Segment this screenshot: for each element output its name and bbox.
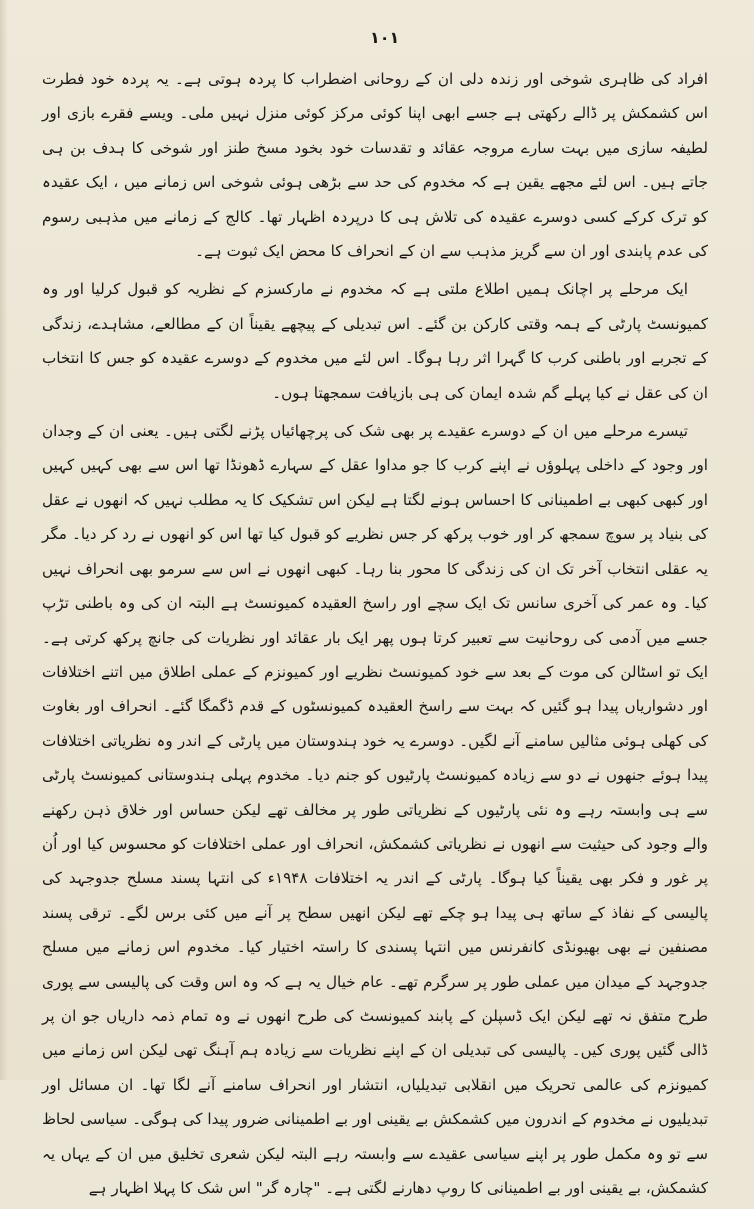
- paragraph-1: افراد کی ظاہری شوخی اور زندہ دلی ان کے روحانی اضطراب کا پردہ ہوتی ہے۔ یہ پردہ خود فطرت اس کشمکش پر ڈالے رکھتی ہے جسے ابھی اپنا کوئی مرکز کوئی منزل نہیں ملی۔ ویسے فقرے بازی اور لطیفہ سازی میں بہت سارے مروجہ عقائد و تقدسات خود بخود مسخ طنز اور شوخی کا ہدف بن ہی جاتے ہیں۔ اس لئے مجھے یقین ہے کہ مخدوم کی حد سے بڑھی ہوئی شوخی اس زمانے میں ، ایک عقیدہ کو ترک کرکے کسی دوسرے عقیدہ کی تلاش ہی کا درپردہ اظہار تھا۔ کالج کے زمانے میں مذہبی رسوم کی عدم پابندی اور ان سے گریز مذہب سے ان کے انحراف کا محض ایک ثبوت ہے۔: [42, 70, 708, 261]
- page-edge-shadow: [0, 0, 8, 1080]
- paragraph-3: تیسرے مرحلے میں ان کے دوسرے عقیدے پر بھی شک کی پرچھائیاں پڑنے لگتی ہیں۔ یعنی ان کے وجدان اور وجود کے داخلی پہلوؤں نے اپنے کرب کا جو مداوا عقل کے سہارے ڈھونڈا تھا اس سے بھی کہیں کہیں اور کبھی کبھی بے اطمینانی کا احساس ہونے لگتا ہے لیکن اس تشکیک کا یہ مطلب نہیں کہ انھوں نے عقل کی بنیاد پر سوچ سمجھ کر اور خوب پرکھ کر جس نظریے کو قبول کیا تھا اس کو انھوں نے رد کر دیا۔ مگر یہ عقلی انتخاب آخر تک ان کی زندگی کا محور بنا رہا۔ کبھی انھوں نے اس سے سرمو بھی انحراف نہیں کیا۔ وہ عمر کی آخری سانس تک ایک سچے اور راسخ العقیدہ کمیونسٹ ہے البتہ ان کی وہ باطنی تڑپ جسے میں آدمی کی روحانیت سے تعبیر کرتا ہوں پھر ایک بار عقائد اور نظریات کی جانچ پرکھ کرتی ہے۔ ایک تو اسٹالن کی موت کے بعد سے خود کمیونسٹ نظریے اور کمیونزم کے عملی اطلاق میں اتنے اختلافات اور دشواریاں پیدا ہو گئیں کہ بہت سے راسخ العقیدہ کمیونسٹوں کے قدم ڈگمگا گئے۔ انحراف اور بغاوت کی کھلی ہوئی مثالیں سامنے آنے لگیں۔ دوسرے یہ خود ہندوستان میں پارٹی کے اندر وہ نظریاتی اختلافات پیدا ہوئے جنھوں نے دو سے زیادہ کمیونسٹ پارٹیوں کو جنم دیا۔ مخدوم پہلی ہندوستانی کمیونسٹ پارٹی سے ہی وابستہ رہے وہ نئی پارٹیوں کے نظریاتی طور پر مخالف تھے لیکن حساس اور خلاق ذہن رکھنے والے وجود کی حیثیت سے انھوں نے نظریاتی کشمکش، انحراف اور عملی اختلافات کو محسوس کیا اور اُن پر غور و فکر بھی یقیناً کیا ہوگا۔ پارٹی کے اندر یہ اختلافات ۱۹۴۸ء کی انتہا پسند مسلح جدوجہد کی پالیسی کے نفاذ کے ساتھ ہی پیدا ہو چکے تھے لیکن انھیں سطح پر آنے میں کئی برس لگے۔ ترقی پسند مصنفین نے بھی بھیونڈی کانفرنس میں انتہا پسندی کا راستہ اختیار کیا۔ مخدوم اس زمانے میں مسلح جدوجہد کے میدان میں عملی طور پر سرگرم تھے۔ عام خیال یہ ہے کہ وہ اس وقت کی پالیسی سے پوری طرح متفق نہ تھے لیکن ایک ڈسپلن کے پابند کمیونسٹ کی طرح انھوں نے وہ تمام ذمہ داریاں جو ان پر ڈالی گئیں پوری کیں۔ پالیسی کی تبدیلی ان کے اپنے نظریات سے زیادہ ہم آہنگ تھی لیکن اس زمانے میں کمیونزم کی عالمی تحریک میں انقلابی تبدیلیاں، انتشار اور انحراف سامنے آنے لگا تھا۔ ان مسائل اور تبدیلیوں نے مخدوم کے اندرون میں کشمکش بے یقینی اور بے اطمینانی ضرور پیدا کی ہوگی۔ سیاسی لحاظ سے تو وہ مکمل طور پر اپنے سیاسی عقیدے سے وابستہ رہے البتہ لیکن شعری تخلیق میں ان کے یہاں یہ کشمکش، بے یقینی اور بے اطمینانی کا روپ دھارنے لگتی ہے۔ "چارہ گر" اس شک کا پہلا اظہار ہے: [42, 422, 708, 1197]
- paragraph-2: ایک مرحلے پر اچانک ہمیں اطلاع ملتی ہے کہ مخدوم نے مارکسزم کے نظریہ کو قبول کرلیا اور وہ کمیونسٹ پارٹی کے ہمہ وقتی کارکن بن گئے۔ اس تبدیلی کے پیچھے یقیناً ان کے مطالعے، مشاہدے، زندگی کے تجربے اور باطنی کرب کا گہرا اثر رہا ہوگا۔ اس لئے میں مخدوم کے دوسرے عقیدہ کو جس کا انتخاب ان کی عقل نے کیا پہلے گم شدہ ایمان کی ہی بازیافت سمجھتا ہوں۔: [42, 280, 708, 402]
- body-text: [42, 62, 708, 1209]
- page-number: ١٠١: [370, 28, 400, 47]
